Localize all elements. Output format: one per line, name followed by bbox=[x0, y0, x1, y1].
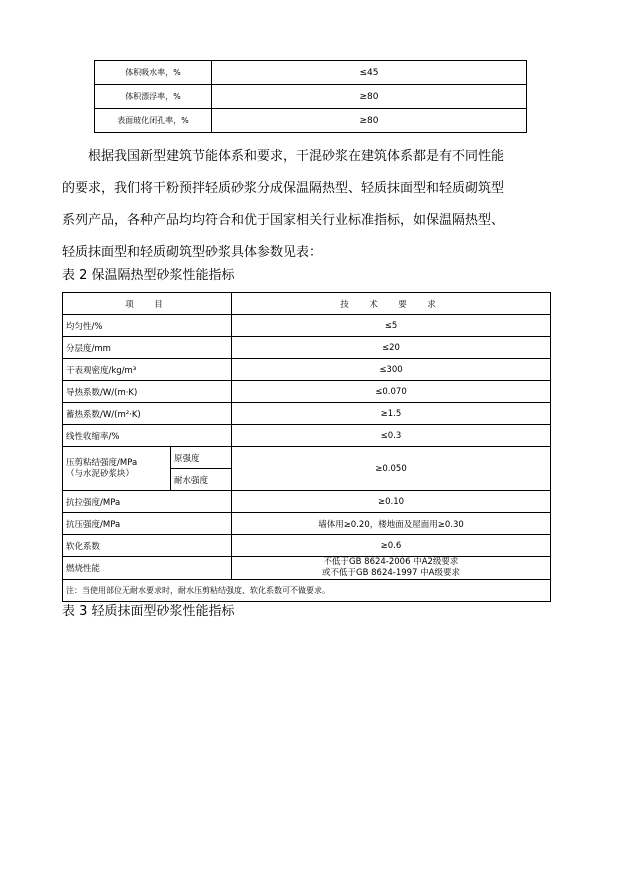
table-row bbox=[63, 447, 551, 469]
paragraph-line: 的要求，我们将干粉预拌轻质砂浆分成保温隔热型、轻质抹面型和轻质砌筑型 bbox=[62, 181, 505, 196]
bond-sub-water: 耐水强度 bbox=[171, 469, 232, 491]
header-requirement: 技 术 要 求 bbox=[232, 293, 551, 315]
table-row bbox=[63, 403, 551, 425]
bond-label-line: （与水泥砂浆块） bbox=[66, 468, 135, 479]
row-value: ≥0.10 bbox=[232, 491, 551, 513]
row-value: ≤0.3 bbox=[232, 425, 551, 447]
table-row bbox=[63, 359, 551, 381]
bond-label-line: 压剪粘结强度/MPa bbox=[66, 457, 138, 468]
row-value: ≤300 bbox=[232, 359, 551, 381]
row-label: 均匀性/% bbox=[63, 315, 232, 337]
fire-line: 不低于GB 8624-2006 中A2级要求 bbox=[323, 557, 459, 567]
table-row bbox=[95, 61, 527, 85]
row-value: ≤5 bbox=[232, 315, 551, 337]
table-header-row bbox=[63, 293, 551, 315]
row-value: ≤20 bbox=[232, 337, 551, 359]
table-note-row bbox=[63, 580, 551, 602]
insulation-mortar-spec-table bbox=[62, 292, 551, 602]
fire-line: 或不低于GB 8624-1997 中A级要求 bbox=[322, 568, 460, 578]
row-value: ≤0.070 bbox=[232, 381, 551, 403]
table-note: 注：当使用部位无耐水要求时，耐水压剪粘结强度、软化系数可不做要求。 bbox=[63, 580, 551, 602]
row-value: ≥80 bbox=[212, 85, 527, 109]
row-label: 软化系数 bbox=[63, 535, 232, 557]
row-value: ≥1.5 bbox=[232, 403, 551, 425]
bond-strength-label bbox=[63, 447, 171, 491]
row-label: 线性收缩率/% bbox=[63, 425, 232, 447]
table-2-caption: 表 2 保温隔热型砂浆性能指标 bbox=[62, 268, 235, 283]
table-row bbox=[95, 85, 527, 109]
row-value: 墙体用≥0.20，楼地面及屋面用≥0.30 bbox=[232, 513, 551, 535]
material-properties-table bbox=[94, 60, 527, 133]
table-row bbox=[95, 109, 527, 133]
table-row bbox=[63, 337, 551, 359]
table-row bbox=[63, 315, 551, 337]
table-row bbox=[63, 535, 551, 557]
row-value: ≥0.6 bbox=[232, 535, 551, 557]
row-label: 蓄热系数/W/(m²·K) bbox=[63, 403, 232, 425]
row-label: 体积吸水率，% bbox=[95, 61, 212, 85]
row-label: 导热系数/W/(m·K) bbox=[63, 381, 232, 403]
table-row bbox=[63, 381, 551, 403]
row-label: 分层度/mm bbox=[63, 337, 232, 359]
bond-strength-value: ≥0.050 bbox=[232, 447, 551, 491]
header-item: 项 目 bbox=[63, 293, 232, 315]
bond-sub-original: 原强度 bbox=[171, 447, 232, 469]
row-value: ≥80 bbox=[212, 109, 527, 133]
table-row bbox=[63, 513, 551, 535]
row-label: 体积漂浮率，% bbox=[95, 85, 212, 109]
table-row bbox=[63, 491, 551, 513]
table-row bbox=[63, 557, 551, 580]
row-label: 抗压强度/MPa bbox=[63, 513, 232, 535]
paragraph-line: 轻质抹面型和轻质砌筑型砂浆具体参数见表： bbox=[62, 245, 323, 260]
row-label: 表面玻化闭孔率，% bbox=[95, 109, 212, 133]
fire-rating-value bbox=[232, 557, 551, 580]
body-paragraph bbox=[62, 141, 562, 269]
row-label: 燃烧性能 bbox=[63, 557, 232, 580]
table-row bbox=[63, 425, 551, 447]
paragraph-line: 根据我国新型建筑节能体系和要求，干混砂浆在建筑体系都是有不同性能 bbox=[88, 149, 505, 164]
row-value: ≤45 bbox=[212, 61, 527, 85]
table-3-caption: 表 3 轻质抹面型砂浆性能指标 bbox=[62, 604, 235, 619]
row-label: 抗拉强度/MPa bbox=[63, 491, 232, 513]
row-label: 干表观密度/kg/m³ bbox=[63, 359, 232, 381]
paragraph-line: 系列产品，各种产品均均符合和优于国家相关行业标准指标，如保温隔热型、 bbox=[62, 213, 505, 228]
